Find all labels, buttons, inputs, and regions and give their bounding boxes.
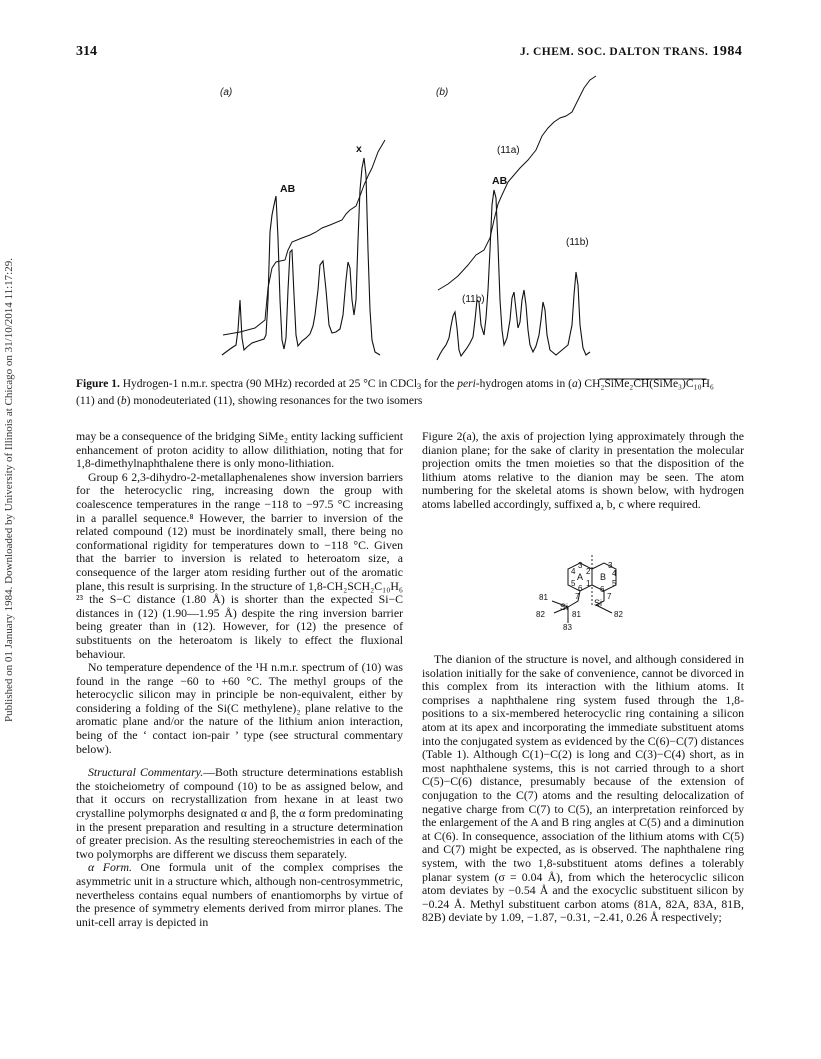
left-column (76, 430, 403, 929)
atom-label: 3 (608, 561, 613, 570)
peak-label-11a: (11a) (497, 145, 520, 156)
atom-label: 5 (571, 579, 576, 588)
atom-label: 6 (578, 584, 583, 593)
caption-text: ) (577, 378, 585, 390)
ring-label-b: B (600, 572, 607, 582)
methyl-label: 82 (536, 610, 545, 619)
caption-italic: peri (457, 378, 476, 390)
paragraph: The dianion of the structure is novel, and although considered in isolation initially for the sake of convenience, cannot be divorced in this complex from its interaction with the lithium atoms. It comprises a naphthalene ring system fused through the 1,8-positions to a six-membered heterocyclic ring containing a silicon atom at its apex and incorporating the immediate substituent atoms into the conjugated system as evidenced by the C(6)−C(7) distances (Table 1). Although C(1)−C(2) is long and C(3)−C(4) short, as in most naphthalene systems, this is not carried through to a short C(5)−C(6) distance, presumably because of the extension of conjugation to the C(7) atoms and the resulting delocalization of negative charge from C(7) to C(5), an interpretation reinforced by the enlargement of the A and B ring angles at C(5) and a diminution at C(6). In consequence, association of the lithium atoms with C(5) and C(7) might be expected, as is observed. The naphthalene ring system, with the two 1,8-substituent atoms defines a tolerably planar system (σ = 0.04 Å), from which the heterocyclic silicon atom deviates by −0.54 Å and the exocyclic substituent silicon by −0.24 Å. Methyl substituent carbon atoms (81A, 82A, 83A, 81B, 82B) deviate by 1.09, −1.87, −0.31, −2.41, 0.26 Å respectively; (422, 652, 744, 925)
paragraph (76, 861, 403, 929)
atom-label: 6 (600, 585, 605, 594)
peak-label-11b-left: (11b) (462, 294, 485, 305)
right-column-continued (422, 653, 744, 925)
caption-sub: 3 (417, 382, 422, 392)
spectrum-a-trace (222, 158, 380, 355)
atom-label: 1 (586, 579, 591, 588)
peak-label-x-a: x (356, 143, 362, 155)
paragraph: No temperature dependence of the ¹H n.m.r. spectrum of (10) was found in the range −60 to +60 °C. The methyl groups of the heterocyclic silicon may in principle be non-equivalent, either by considering a folding of the Si(C methylene)₂ plane relative to the aromatic plane and/or the nature of the lithium anion interaction, being of the ‘ contact ion-pair ’ type (see structural commentary below). (76, 660, 403, 756)
journal-year: 1984 (712, 44, 743, 59)
atom-label: 4 (612, 569, 617, 578)
paragraph: Figure 2(a), the axis of projection lying approximately through the dianion plane; for the sake of clarity in presentation the molecular projection omits the tmen moieties so that the disposition of the lithium atoms relative to the dianion may be seen. The atom numbering for the skeletal atoms is shown below, with hydrogen atoms labelled accordingly, suffixed a, b, c where required. (422, 429, 744, 511)
paragraph: Group 6 2,3-dihydro-2-metallaphenalenes show inversion barriers for the heterocyclic ring, increasing down the group with coalescence temperatures in the range −118 to −97.5 °C increasing in a parallel sequence.⁸ However, the barrier to inversion of the related compound (12) must be inordinately small, there being no conformational rigidity for temperatures down to −118 °C. Given that the barrier to inversion is related to heteroatom size, a consequence of the larger atom residing further out of the aromatic plane, this result is surprising. In the structure of 1,8-CH₂SCH₂C₁₀H₆ ²³ the S−C distance (1.80 Å) is shorter than the expected Si−C distances in (12) (1.90—1.95 Å) despite the ring inversion barrier being greater than in (12). However, for (12) the presence of substituents on the heteroatom is likely to effect the fluxional behaviour. (76, 469, 403, 661)
caption-label: Figure 1. (76, 378, 120, 390)
section-heading: Structural Commentary. (88, 765, 204, 780)
integral-a (223, 140, 385, 335)
integral-b (438, 76, 596, 290)
caption-text: for the (421, 378, 458, 390)
methyl-label: 81 (539, 593, 548, 602)
caption-italic: a (571, 378, 578, 390)
paragraph: may be a consequence of the bridging SiMe₂ entity lacking sufficient enhancement of proton acidity to allow dilithiation, noting that for 1,8-dimethylnaphthalene there is only mono-lithiation. (76, 429, 403, 471)
spectrum-b-trace (437, 190, 590, 360)
caption-formula: CH₂SiMe₂CH(SiMe₃)C₁₀H₆ (584, 378, 714, 390)
caption-italic: b (120, 395, 127, 408)
peak-label-ab-a: AB (280, 183, 296, 195)
figure-1 (0, 0, 821, 380)
section-heading: α Form. (88, 860, 132, 875)
atom-label: 7 (607, 592, 612, 601)
atom-label: 4 (571, 567, 576, 576)
caption-text: -hydrogen atoms in ( (475, 378, 572, 390)
atom-label: 7 (575, 592, 580, 601)
journal-name: J. CHEM. SOC. DALTON TRANS. (520, 46, 709, 58)
caption-text: (11) and ( (76, 395, 121, 408)
atom-label: 2 (586, 567, 591, 576)
panel-a-label: (a) (220, 87, 233, 98)
nmr-spectra (0, 0, 821, 380)
caption-text: ) monodeuteriated (11), showing resonances for the two isomers (126, 395, 423, 408)
peak-label-ab-b: AB (492, 175, 508, 187)
methyl-label: 82 (614, 610, 623, 619)
right-column (422, 430, 744, 512)
ring-label-a: A (577, 572, 584, 582)
page-number: 314 (76, 44, 97, 59)
atom-numbering-scheme (520, 555, 650, 645)
methyl-label: 83 (563, 623, 572, 632)
silicon-label: Si (560, 602, 569, 612)
atom-label: 3 (578, 561, 583, 570)
caption-text: Hydrogen-1 n.m.r. spectra (90 MHz) recorded at 25 °C in CDCl (119, 378, 418, 390)
download-notice-text: Published on 01 January 1984. Downloaded by University of Illinois at Chicago on 31/10/2014 11:17:29. (3, 258, 15, 722)
panel-b-label: (b) (436, 87, 449, 98)
paragraph-text: One formula unit of the complex comprises the asymmetric unit in a structure which, although non-centrosymmetric, nevertheless contains equal numbers of enantiomorphs by virtue of the presence of symmetry elements derived from mirror planes. The unit-cell array is depicted in (76, 860, 403, 929)
atom-label: 5 (612, 579, 617, 588)
peak-label-11b-right: (11b) (566, 237, 589, 248)
figure-caption (76, 377, 744, 408)
paragraph (76, 766, 403, 861)
paragraph-text: —Both structure determinations establish the stoicheiometry of compound (10) to be as assigned below, and that it occurs on recrystallization from hexane in at least two crystalline polymorphs designated α and β, the α form predominating in the present preparation and resulting in a structure determination of greater precision. As the resulting stereochemistries in each of the two polymorphs are different we discuss them separately. (76, 765, 403, 861)
methyl-label: 81 (572, 610, 581, 619)
silicon-label: Si (594, 598, 603, 608)
